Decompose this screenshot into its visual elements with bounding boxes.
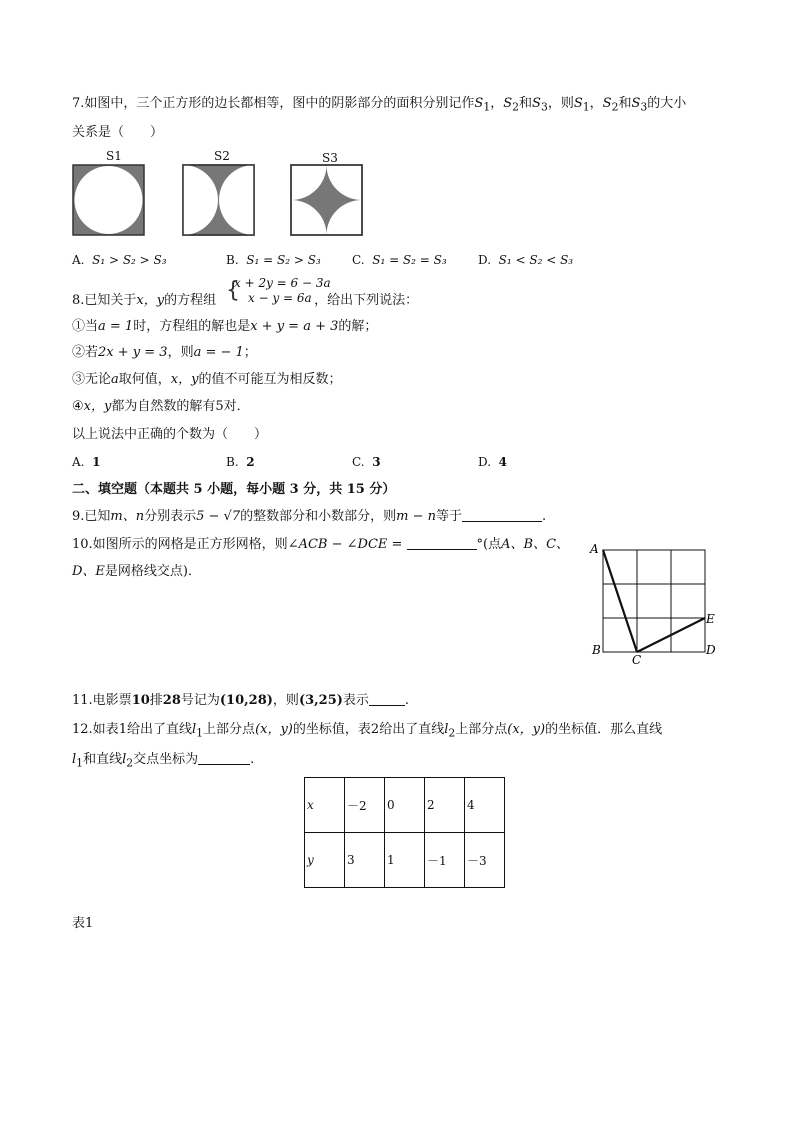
q10-answer-blank[interactable]	[407, 537, 477, 550]
q7-option-d[interactable]: D. S₁ < S₂ < S₃	[478, 253, 574, 267]
q7-stem-line2: 关系是（ ）	[72, 125, 164, 140]
point-label-e: E	[706, 612, 715, 626]
point-label-b: B	[592, 643, 601, 657]
table-cell: 1	[385, 833, 425, 888]
q9-stem: 9.已知m、n分别表示5 − √7的整数部分和小数部分，则m − n等于 .	[72, 509, 547, 524]
q8-eq2: x − y = 6a	[248, 291, 312, 305]
table-cell: －1	[425, 833, 465, 888]
q8-statement-2: ②若2x + y = 3，则a = − 1；	[72, 345, 257, 360]
table-cell: x	[305, 778, 345, 833]
fig-label-s3: S3	[322, 151, 338, 165]
q10-stem-line2: D、E是网格线交点)．	[72, 564, 201, 579]
q8-stem: 8.已知关于x，y的方程组 ，给出下列说法：	[72, 293, 419, 308]
table-1-caption: 表1	[72, 916, 94, 931]
q9-answer-blank[interactable]	[462, 509, 542, 522]
table-1	[304, 777, 505, 888]
table-cell: 2	[425, 778, 465, 833]
table-cell: y	[305, 833, 345, 888]
fig-label-s1: S1	[106, 149, 122, 163]
table-cell: 4	[465, 778, 505, 833]
q12-stem-line1: 12.如表1给出了直线$l_1$上部分点(x，y)的坐标值，表2给出了直线$l_2$上部分点(x，y)的坐标值．那么直线	[72, 722, 663, 740]
q12-answer-blank[interactable]	[198, 752, 250, 765]
q8-option-c[interactable]: C. 3	[352, 455, 381, 469]
q8-equation-system: { x + 2y = 6 − 3a x − y = 6a	[226, 276, 331, 305]
q11-answer-blank[interactable]	[369, 693, 405, 706]
q12-stem-line2: $l_1$和直线$l_2$交点坐标为 .	[72, 752, 255, 770]
table-cell: －3	[465, 833, 505, 888]
q7-stem-line1: 7.如图中，三个正方形的边长都相等，图中的阴影部分的面积分别记作$S_1$，$S_2$和$S_3$，则$S_1$，$S_2$和$S_3$的大小	[72, 96, 687, 114]
q8-eq1: x + 2y = 6 − 3a	[234, 276, 331, 290]
q8-option-b[interactable]: B. 2	[226, 455, 255, 469]
figure-s2	[182, 164, 255, 236]
q8-option-d[interactable]: D. 4	[478, 455, 508, 469]
table-cell: 0	[385, 778, 425, 833]
table-row	[305, 778, 505, 833]
q10-stem-line1: 10.如图所示的网格是正方形网格，则∠ACB − ∠DCE = °(点A、B、C、	[72, 537, 570, 552]
point-label-a: A	[590, 542, 599, 556]
table-cell: －2	[345, 778, 385, 833]
q11-stem: 11.电影票10排28号记为(10,28)，则(3,25)表示 .	[72, 693, 410, 708]
q8-option-a[interactable]: A. 1	[72, 455, 101, 469]
q10-grid-figure	[588, 540, 722, 666]
q7-option-c[interactable]: C. S₁ = S₂ = S₃	[352, 253, 447, 267]
q8-statement-1: ①当a = 1时，方程组的解也是x + y = a + 3的解；	[72, 319, 378, 334]
q8-statement-3: ③无论a取何值，x，y的值不可能互为相反数；	[72, 372, 342, 387]
q8-statement-4: ④x，y都为自然数的解有5对．	[72, 399, 250, 414]
section-2-title: 二、填空题（本题共 5 小题，每小题 3 分，共 15 分）	[72, 482, 396, 497]
table-row	[305, 833, 505, 888]
point-label-d: D	[706, 643, 716, 657]
figure-s1	[72, 164, 145, 236]
q7-option-b[interactable]: B. S₁ = S₂ > S₃	[226, 253, 321, 267]
fig-label-s2: S2	[214, 149, 230, 163]
figure-s3	[290, 164, 363, 236]
point-label-c: C	[632, 653, 642, 666]
table-cell: 3	[345, 833, 385, 888]
q7-option-a[interactable]: A. S₁ > S₂ > S₃	[72, 253, 167, 267]
q8-question: 以上说法中正确的个数为（ ）	[72, 427, 268, 442]
